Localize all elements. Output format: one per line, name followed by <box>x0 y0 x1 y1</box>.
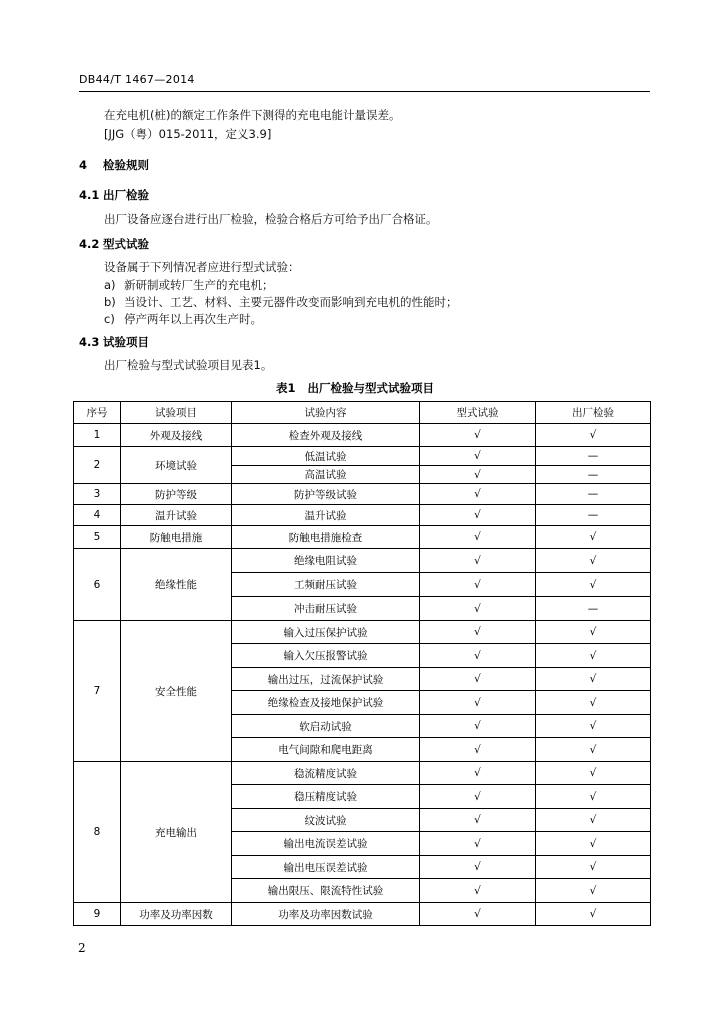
type-test-cell: √ <box>420 691 536 715</box>
type-test-cell: √ <box>420 597 536 621</box>
factory-test-cell: — <box>536 447 651 466</box>
table-row <box>74 621 651 644</box>
section-number: 4.2 <box>79 237 100 251</box>
content-cell: 防触电措施检查 <box>232 526 420 549</box>
factory-test-cell: √ <box>536 691 651 715</box>
item-cell: 防触电措施 <box>121 526 232 549</box>
type-test-cell: √ <box>420 879 536 903</box>
section-4-2-intro: 设备属于下列情况者应进行型式试验： <box>104 260 300 274</box>
factory-test-cell: √ <box>536 621 651 644</box>
content-cell: 输入过压保护试验 <box>232 621 420 644</box>
table-caption <box>276 380 434 396</box>
content-cell: 电气间隙和爬电距离 <box>232 738 420 762</box>
section-title: 型式试验 <box>103 237 149 251</box>
table-header-row <box>74 402 651 424</box>
factory-test-cell: √ <box>536 856 651 879</box>
factory-test-cell: √ <box>536 573 651 597</box>
header-cell: 序号 <box>74 402 121 424</box>
list-item-label: b) <box>104 295 116 309</box>
content-cell: 检查外观及接线 <box>232 424 420 447</box>
test-items-table <box>73 401 651 926</box>
section-number: 4 <box>79 158 88 172</box>
type-test-cell: √ <box>420 738 536 762</box>
table-row <box>74 424 651 447</box>
section-4-3-text: 出厂检验与型式试验项目见表1。 <box>104 358 273 372</box>
content-cell: 绝缘电阻试验 <box>232 549 420 573</box>
content-cell: 输出电压误差试验 <box>232 856 420 879</box>
seq-cell: 6 <box>74 549 121 621</box>
content-cell: 工频耐压试验 <box>232 573 420 597</box>
factory-test-cell: √ <box>536 668 651 691</box>
section-4-1-heading <box>79 187 149 203</box>
type-test-cell: √ <box>420 762 536 785</box>
table-row <box>74 505 651 526</box>
header-cell: 试验内容 <box>232 402 420 424</box>
type-test-cell: √ <box>420 549 536 573</box>
type-test-cell: √ <box>420 573 536 597</box>
section-title: 出厂检验 <box>103 188 149 202</box>
section-4-1-text: 出厂设备应逐台进行出厂检验，检验合格后方可给予出厂合格证。 <box>104 212 438 226</box>
seq-cell: 2 <box>74 447 121 484</box>
type-test-cell: √ <box>420 526 536 549</box>
table-row <box>74 762 651 785</box>
factory-test-cell: — <box>536 484 651 505</box>
content-cell: 软启动试验 <box>232 715 420 738</box>
type-test-cell: √ <box>420 668 536 691</box>
header-rule <box>79 91 650 92</box>
list-item-text: 新研制或转厂生产的充电机； <box>124 278 274 292</box>
seq-cell: 9 <box>74 903 121 926</box>
seq-cell: 8 <box>74 762 121 903</box>
item-cell: 温升试验 <box>121 505 232 526</box>
page-number: 2 <box>78 941 86 955</box>
content-cell: 输出电流误差试验 <box>232 832 420 856</box>
content-cell: 低温试验 <box>232 447 420 466</box>
item-cell: 外观及接线 <box>121 424 232 447</box>
definition-text: 在充电机(桩)的额定工作条件下测得的充电电能计量误差。 <box>104 108 401 122</box>
content-cell: 稳压精度试验 <box>232 785 420 809</box>
item-cell: 功率及功率因数 <box>121 903 232 926</box>
type-test-cell: √ <box>420 505 536 526</box>
type-test-cell: √ <box>420 903 536 926</box>
section-4-3-heading <box>79 334 149 350</box>
table-row <box>74 484 651 505</box>
factory-test-cell: √ <box>536 903 651 926</box>
factory-test-cell: √ <box>536 879 651 903</box>
list-item <box>104 294 458 310</box>
type-test-cell: √ <box>420 424 536 447</box>
content-cell: 冲击耐压试验 <box>232 597 420 621</box>
factory-test-cell: √ <box>536 738 651 762</box>
content-cell: 输入欠压报警试验 <box>232 644 420 668</box>
content-cell: 稳流精度试验 <box>232 762 420 785</box>
table-row <box>74 903 651 926</box>
factory-test-cell: √ <box>536 549 651 573</box>
item-cell: 防护等级 <box>121 484 232 505</box>
factory-test-cell: — <box>536 597 651 621</box>
content-cell: 绝缘检查及接地保护试验 <box>232 691 420 715</box>
type-test-cell: √ <box>420 466 536 484</box>
table-row <box>74 549 651 573</box>
seq-cell: 4 <box>74 505 121 526</box>
table-row <box>74 447 651 466</box>
type-test-cell: √ <box>420 644 536 668</box>
type-test-cell: √ <box>420 715 536 738</box>
list-item-text: 停产两年以上再次生产时。 <box>124 312 262 326</box>
type-test-cell: √ <box>420 832 536 856</box>
definition-source: [JJG（粤）015-2011，定义3.9] <box>104 127 272 141</box>
seq-cell: 1 <box>74 424 121 447</box>
header-cell: 型式试验 <box>420 402 536 424</box>
seq-cell: 5 <box>74 526 121 549</box>
factory-test-cell: — <box>536 466 651 484</box>
item-cell: 安全性能 <box>121 621 232 762</box>
factory-test-cell: √ <box>536 762 651 785</box>
list-item <box>104 311 262 327</box>
list-item-text: 当设计、工艺、材料、主要元器件改变而影响到充电机的性能时； <box>124 295 458 309</box>
factory-test-cell: √ <box>536 644 651 668</box>
factory-test-cell: √ <box>536 832 651 856</box>
item-cell: 环境试验 <box>121 447 232 484</box>
list-item <box>104 277 274 293</box>
factory-test-cell: √ <box>536 785 651 809</box>
section-4-2-heading <box>79 236 149 252</box>
factory-test-cell: √ <box>536 526 651 549</box>
list-item-label: a) <box>104 278 116 292</box>
standard-code: DB44/T 1467—2014 <box>79 73 195 86</box>
header-cell: 试验项目 <box>121 402 232 424</box>
factory-test-cell: √ <box>536 809 651 832</box>
content-cell: 输出过压，过流保护试验 <box>232 668 420 691</box>
section-number: 4.3 <box>79 335 100 349</box>
content-cell: 防护等级试验 <box>232 484 420 505</box>
type-test-cell: √ <box>420 484 536 505</box>
factory-test-cell: √ <box>536 424 651 447</box>
content-cell: 功率及功率因数试验 <box>232 903 420 926</box>
header-cell: 出厂检验 <box>536 402 651 424</box>
item-cell: 充电输出 <box>121 762 232 903</box>
content-cell: 高温试验 <box>232 466 420 484</box>
item-cell: 绝缘性能 <box>121 549 232 621</box>
content-cell: 纹波试验 <box>232 809 420 832</box>
type-test-cell: √ <box>420 856 536 879</box>
content-cell: 温升试验 <box>232 505 420 526</box>
section-4-heading <box>79 157 149 173</box>
section-title: 检验规则 <box>103 158 149 172</box>
seq-cell: 3 <box>74 484 121 505</box>
type-test-cell: √ <box>420 785 536 809</box>
factory-test-cell: — <box>536 505 651 526</box>
content-cell: 输出限压、限流特性试验 <box>232 879 420 903</box>
table-caption-title: 出厂检验与型式试验项目 <box>307 381 435 395</box>
seq-cell: 7 <box>74 621 121 762</box>
table-caption-number: 表1 <box>276 381 296 395</box>
table-row <box>74 526 651 549</box>
type-test-cell: √ <box>420 621 536 644</box>
factory-test-cell: √ <box>536 715 651 738</box>
section-title: 试验项目 <box>103 335 149 349</box>
type-test-cell: √ <box>420 447 536 466</box>
list-item-label: c) <box>104 312 115 326</box>
section-number: 4.1 <box>79 188 100 202</box>
type-test-cell: √ <box>420 809 536 832</box>
